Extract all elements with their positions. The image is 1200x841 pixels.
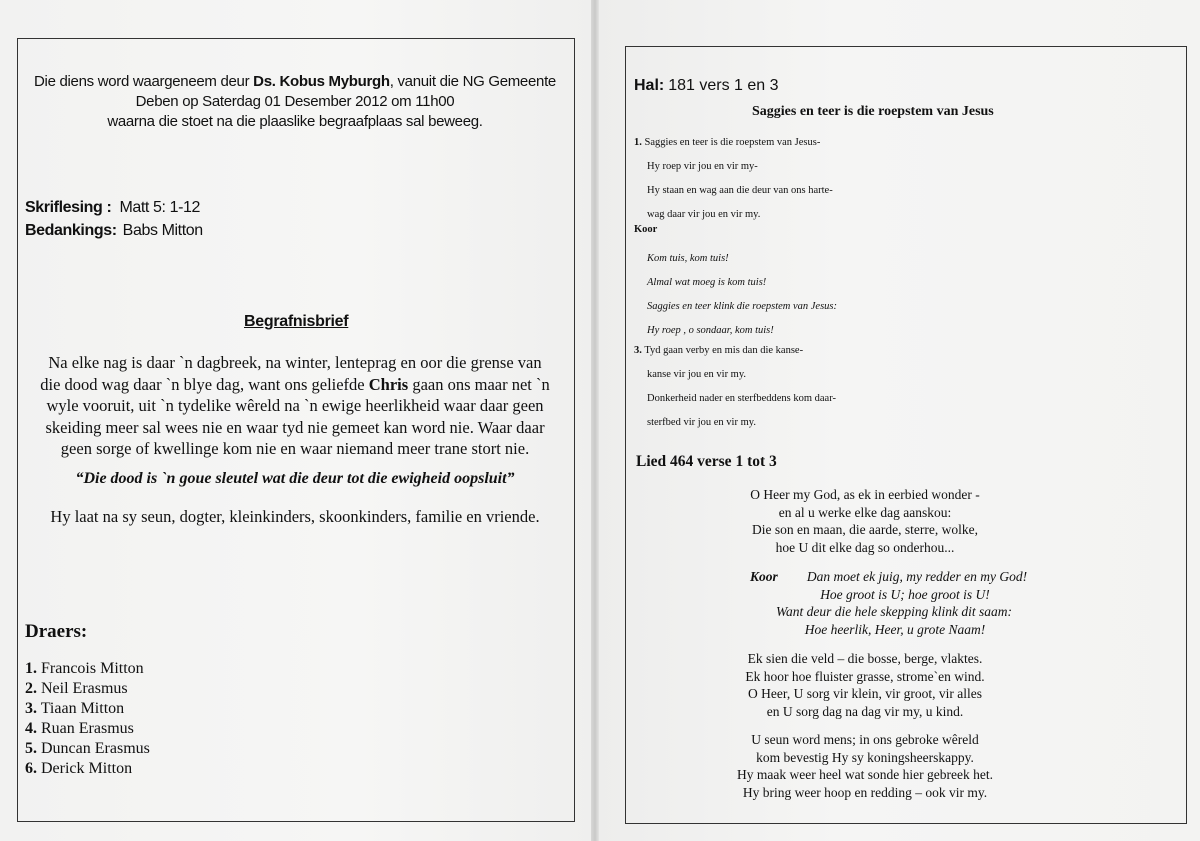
verse-line: Hy bring weer hoop en redding – ook vir my. xyxy=(742,784,988,800)
verse-line: en U sorg dag na dag vir my, u kind. xyxy=(766,703,964,719)
bedankings-label: Bedankings: xyxy=(25,222,117,239)
verse-line: U seun word mens; in ons gebroke wêreld xyxy=(751,732,979,747)
verse-text: Saggies en teer is die roepstem van Jesus- xyxy=(644,137,821,148)
list-number: 2. xyxy=(25,680,37,697)
hal-koor xyxy=(647,247,837,343)
verse-text: kanse vir jou en vir my. xyxy=(647,369,747,380)
bedankings-row xyxy=(25,222,203,240)
verse-line xyxy=(634,131,833,155)
chorus-line: Hoe groot is U; hoe groot is U! xyxy=(820,586,990,602)
lied-verse-2 xyxy=(700,650,1030,720)
begrafnisbrief-body xyxy=(22,352,568,460)
chorus-line: Saggies en teer klink die roepstem van Jesus: xyxy=(647,301,838,312)
chorus-line: Hy roep , o sondaar, kom tuis! xyxy=(647,325,774,336)
verse-number: 1. xyxy=(634,137,642,148)
chorus-line: Dan moet ek juig, my redder en my God! xyxy=(806,569,1028,584)
list-item xyxy=(25,659,150,679)
verse-line xyxy=(634,363,836,387)
pallbearer-name: Neil Erasmus xyxy=(41,680,128,697)
pallbearer-name: Francois Mitton xyxy=(41,660,144,677)
pallbearer-name: Derick Mitton xyxy=(41,760,133,777)
verse-line: kom bevestig Hy sy koningsheerskappy. xyxy=(756,749,974,765)
verse-line xyxy=(634,387,836,411)
intro-line-2: Deben op Saterdag 01 Desember 2012 om 11h00 xyxy=(135,93,455,110)
verse-text: wag daar vir jou en vir my. xyxy=(647,209,761,220)
verse-line: O Heer my God, as ek in eerbied wonder - xyxy=(750,487,980,502)
verse-line: O Heer, U sorg vir klein, vir groot, vir alles xyxy=(748,686,982,701)
verse-line: en al u werke elke dag aanskou: xyxy=(778,504,952,520)
verse-line: hoe U dit elke dag so onderhou... xyxy=(775,539,955,555)
verse-text: Tyd gaan verby en mis dan die kanse- xyxy=(644,345,804,356)
hal-label: Hal: xyxy=(634,77,665,94)
letter-text: gaan ons maar net `n xyxy=(408,374,550,394)
verse-text: Donkerheid nader en sterfbeddens kom daar- xyxy=(647,393,837,404)
letter-line: skeiding meer sal wees nie en waar tyd nie gemeet kan word nie. Waar daar xyxy=(45,417,545,437)
list-item xyxy=(25,739,150,759)
lied-koor xyxy=(740,568,1070,638)
hal-reference: 181 vers 1 en 3 xyxy=(668,77,779,94)
pallbearer-name: Duncan Erasmus xyxy=(41,740,150,757)
verse-line: Ek hoor hoe fluister grasse, strome`en wind. xyxy=(745,668,985,684)
verse-line xyxy=(634,411,836,435)
list-number: 3. xyxy=(25,700,37,717)
lied-verse-1 xyxy=(700,486,1030,556)
verse-text: Hy staan en wag aan die deur van ons harte- xyxy=(647,185,833,196)
list-number: 5. xyxy=(25,740,37,757)
chorus-line: Want deur die hele skepping klink dit saam: xyxy=(775,604,1013,619)
intro-line-3: waarna die stoet na die plaaslike begraafplaas sal beweeg. xyxy=(107,113,483,130)
pallbearer-name: Tiaan Mitton xyxy=(40,700,125,717)
list-item xyxy=(25,719,150,739)
verse-text: sterfbed vir jou en vir my. xyxy=(647,417,756,428)
intro-line-1 xyxy=(22,72,568,92)
verse-line xyxy=(634,339,836,363)
list-item xyxy=(25,699,150,719)
intro-text: , vanuit die NG Gemeente xyxy=(389,73,556,90)
letter-text: die dood wag daar `n blye dag, want ons geliefde xyxy=(40,374,369,394)
list-number: 4. xyxy=(25,720,37,737)
letter-line: geen sorge of kwellinge kom nie en waar niemand meer trane stort nie. xyxy=(60,439,530,458)
hal-verse-1 xyxy=(634,131,833,227)
verse-line xyxy=(634,203,833,227)
list-number: 6. xyxy=(25,760,37,777)
minister-name: Ds. Kobus Myburgh xyxy=(253,73,390,90)
verse-number: 3. xyxy=(634,345,642,356)
intro-text: Die diens word waargeneem deur xyxy=(34,73,254,90)
page-fold xyxy=(591,0,599,841)
deceased-name: Chris xyxy=(368,374,409,394)
pallbearer-name: Ruan Erasmus xyxy=(41,720,134,737)
begrafnisbrief-title: Begrafnisbrief xyxy=(244,313,349,330)
survived-by: Hy laat na sy seun, dogter, kleinkinders, skoonkinders, familie en vriende. xyxy=(50,507,540,526)
skriflesing-value: Matt 5: 1-12 xyxy=(119,199,201,216)
hal-heading xyxy=(634,77,779,95)
hymn-title: Saggies en teer is die roepstem van Jesus xyxy=(752,104,994,119)
skriflesing-row xyxy=(25,199,200,217)
hal-verse-3 xyxy=(634,339,836,435)
chorus-line: Almal wat moeg is kom tuis! xyxy=(647,277,767,288)
letter-line: wyle vooruit, uit `n tydelike wêreld na `n ewige heerlikheid waar daar geen xyxy=(46,396,544,415)
list-item xyxy=(25,759,150,779)
verse-line: Die son en maan, die aarde, sterre, wolke, xyxy=(751,522,979,537)
bedankings-value: Babs Mitton xyxy=(122,222,203,239)
verse-text: Hy roep vir jou en vir my- xyxy=(647,161,758,172)
letter-line: Na elke nag is daar `n dagbreek, na winter, lenteprag en oor die grense van xyxy=(48,353,542,372)
draers-list xyxy=(25,659,150,779)
letter-line xyxy=(22,374,568,396)
lied-koor-label: Koor xyxy=(750,569,778,584)
chorus-line: Kom tuis, kom tuis! xyxy=(647,253,729,264)
hal-koor-label: Koor xyxy=(634,224,658,235)
verse-line xyxy=(634,155,833,179)
list-number: 1. xyxy=(25,660,37,677)
draers-title: Draers: xyxy=(25,621,88,642)
verse-line xyxy=(634,179,833,203)
quote: “Die dood is `n goue sleutel wat die deur tot die ewigheid oopsluit” xyxy=(75,470,515,487)
chorus-line: Hoe heerlik, Heer, u grote Naam! xyxy=(804,621,986,637)
lied-title: Lied 464 verse 1 tot 3 xyxy=(636,453,777,470)
skriflesing-label: Skriflesing : xyxy=(25,199,112,216)
lied-verse-3 xyxy=(700,731,1030,801)
verse-line: Hy maak weer heel wat sonde hier gebreek het. xyxy=(736,767,993,782)
verse-line: Ek sien die veld – die bosse, berge, vlaktes. xyxy=(747,651,983,666)
list-item xyxy=(25,679,150,699)
service-intro xyxy=(22,72,568,132)
